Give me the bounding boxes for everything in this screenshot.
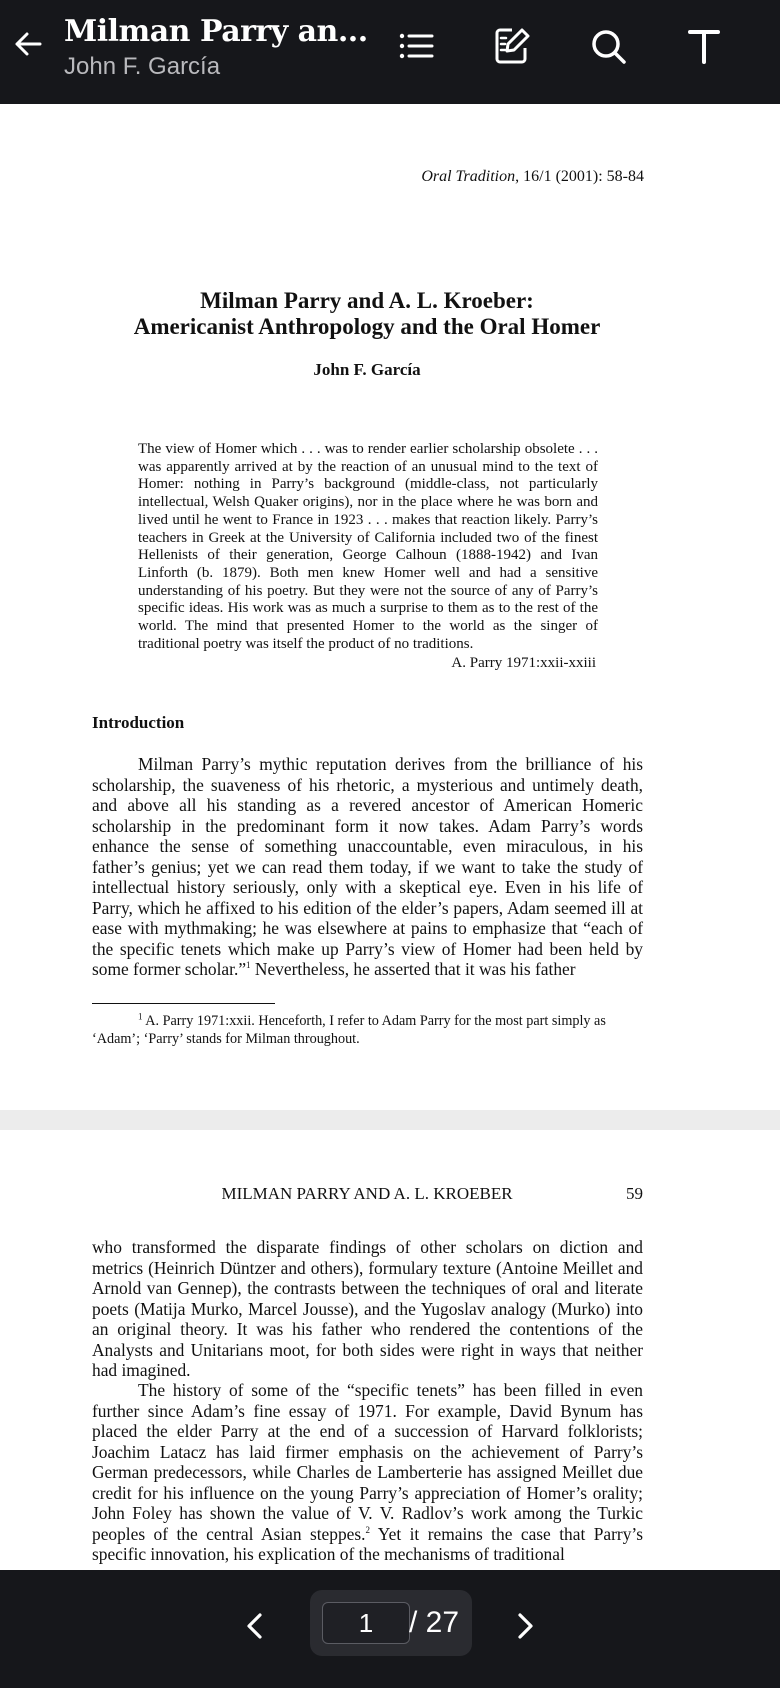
body-paragraph: [92, 754, 643, 980]
body-paragraph: who transformed the disparate findings of other scholars on diction and metrics (Heinrich Düntzer and others), formulary texture (Antoine Meillet and Arnold van Gennep), the contrasts between the techniques of oral and literate poets (Matija Murko, Marcel Jousse), and the Yugoslav analogy (Murko) into an original theory. It was his father who rendered the contentions of the Analysts and Unitarians moot, for both sides were right in ways that neither had imagined.: [92, 1237, 643, 1380]
chevron-left-icon: [240, 1610, 272, 1642]
page-number: 59: [626, 1184, 643, 1203]
page-indicator: [310, 1590, 472, 1656]
table-of-contents-button[interactable]: [392, 22, 440, 70]
document-author: John F. García: [64, 53, 221, 80]
document-title: Milman Parry an...: [64, 14, 368, 49]
article-author: John F. García: [313, 360, 421, 379]
footnote-reference[interactable]: 1: [246, 960, 251, 971]
footnote-marker: 1: [138, 1011, 143, 1022]
pdf-page-2: [0, 1130, 780, 1570]
journal-citation: [421, 168, 644, 186]
arrow-back-icon: [12, 28, 44, 60]
section-heading: Introduction: [92, 713, 185, 732]
title-block: [64, 12, 374, 82]
search-icon: [588, 26, 628, 66]
epigraph: The view of Homer which . . . was to render earlier scholarship obsolete . . . was apparently arrived at by the reaction of an unusual mind to the text of Homer: nothing in Parry’s background (middle-class, not particularly intellectual, Welsh Quaker origins), nor in the place where he was born and lived until he went to France in 1923 . . . makes that reaction likely. Parry’s teachers in Greek at the University of California included two of the finest Hellenists of their generation, George Calhoun (1888-1942) and Ivan Linforth (b. 1879). Both men knew Homer well and had a sensitive understanding of his poetry. But they were not the source of any of Parry’s specific ideas. His work was as much a surprise to them as to the rest of the world. The mind that presented Homer to the world as the singer of traditional poetry was itself the product of no traditions.: [138, 441, 598, 652]
running-head: MILMAN PARRY AND A. L. KROEBER: [221, 1184, 513, 1203]
edit-note-icon: [492, 26, 532, 66]
bottom-pager-bar: [0, 1570, 780, 1688]
body-paragraph: [92, 1380, 643, 1565]
journal-name: Oral Tradition: [421, 168, 516, 185]
top-app-bar: [0, 0, 780, 104]
annotate-button[interactable]: [488, 22, 536, 70]
footnote: [92, 1012, 643, 1048]
article-title-line-1: Milman Parry and A. L. Kroeber:: [200, 288, 534, 313]
body-text: The history of some of the “specific tenets” has been filled in even further since Adam’s fine essay of 1971. For example, David Bynum has placed the elder Parry at the end of a succession of Harvard folklorists; Joachim Latacz has laid firmer emphasis on the achievement of Parry’s German predecessors, while Charles de Lamberterie has assigned Meillet due credit for his influence on the young Parry’s appreciation of Homer’s orality; John Foley has shown the value of V. V. Radlov’s work among the Turkic peoples of the central Asian steppes.: [92, 1380, 643, 1544]
citation-details: , 16/1 (2001): 58-84: [515, 168, 644, 185]
previous-page-button[interactable]: [232, 1602, 280, 1650]
footnote-reference[interactable]: 2: [365, 1524, 370, 1535]
footnote-text: A. Parry 1971:xxii. Henceforth, I refer to Adam Parry for the most part simply as ‘Adam’; ‘Parry’ stands for Milman throughout.: [92, 1013, 606, 1047]
chevron-right-icon: [508, 1610, 540, 1642]
text-size-icon: [684, 26, 724, 66]
body-text: Milman Parry’s mythic reputation derives from the brilliance of his scholarship, the suaveness of his rhetoric, a mysterious and untimely death, and above all his standing as a revered ancestor of American Homeric scholarship in the predominant form it now takes. Adam Parry’s words enhance the sense of something unaccountable, even miraculous, in his father’s genius; yet we can read them today, if we want to take the study of intellectual history seriously, only with a skeptical eye. Even in his life of Parry, which he affixed to his edition of the elder’s papers, Adam seemed ill at ease with mythmaking; he was elsewhere at pains to emphasize that “each of the specific tenets which make up Parry’s view of Homer had been held by some former scholar.”: [92, 754, 643, 979]
pdf-page-1: [0, 104, 780, 1110]
page-total: / 27: [408, 1606, 460, 1639]
search-button[interactable]: [584, 22, 632, 70]
body-text-tail: Nevertheless, he asserted that it was his father: [250, 959, 576, 979]
body-text-tail: Yet it remains the case that Parry’s specific innovation, his explication of the mechanisms of traditional: [92, 1523, 643, 1564]
next-page-button[interactable]: [500, 1602, 548, 1650]
article-title-line-2: Americanist Anthropology and the Oral Homer: [133, 314, 601, 339]
back-button[interactable]: [10, 26, 46, 62]
footnote-rule: [92, 1003, 275, 1004]
list-icon: [396, 26, 436, 66]
page-number-input[interactable]: [322, 1602, 410, 1644]
text-settings-button[interactable]: [680, 22, 728, 70]
epigraph-citation: A. Parry 1971:xxii-xxiii: [451, 655, 596, 671]
